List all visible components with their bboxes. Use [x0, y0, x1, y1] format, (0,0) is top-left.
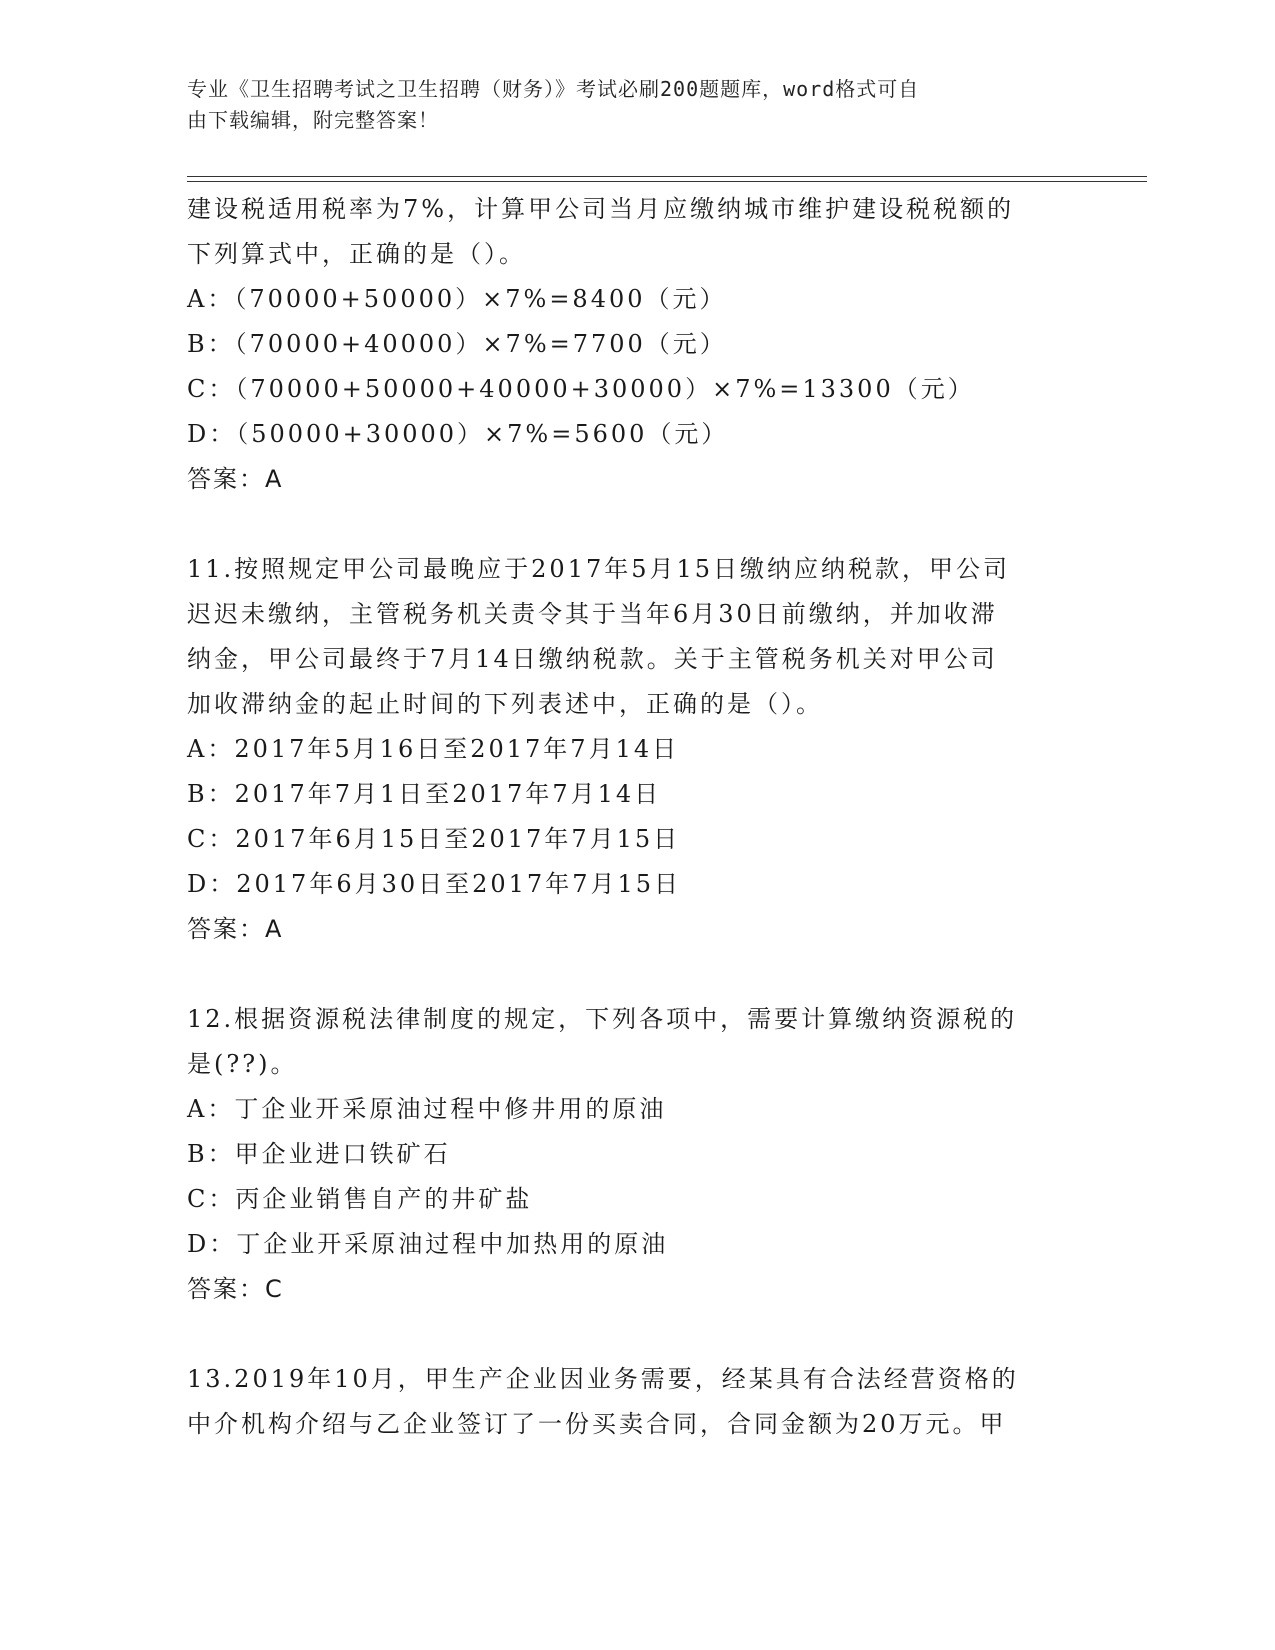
document-body	[187, 187, 1087, 1447]
option-d: D：2017年6月30日至2017年7月15日	[187, 870, 682, 898]
question-text-line: 11.按照规定甲公司最晚应于2017年5月15日缴纳应纳税款，甲公司	[187, 555, 1011, 583]
header-divider-bottom	[187, 181, 1147, 182]
spacer	[187, 1312, 1087, 1357]
option-b: B：（70000+40000）×7%=7700（元）	[187, 330, 727, 358]
answer-line: 答案：A	[187, 465, 284, 493]
question-text-line: 12.根据资源税法律制度的规定，下列各项中，需要计算缴纳资源税的	[187, 1005, 1018, 1033]
question-12	[187, 997, 1087, 1312]
question-text-line: 加收滞纳金的起止时间的下列表述中，正确的是（）。	[187, 690, 823, 718]
question-10	[187, 187, 1087, 502]
spacer	[187, 502, 1087, 547]
option-a: A：丁企业开采原油过程中修井用的原油	[187, 1095, 667, 1123]
option-d: D：（50000+30000）×7%=5600（元）	[187, 420, 729, 448]
question-text-line: 13.2019年10月，甲生产企业因业务需要，经某具有合法经营资格的	[187, 1365, 1019, 1393]
option-c: C：2017年6月15日至2017年7月15日	[187, 825, 681, 853]
question-text-line: 建设税适用税率为7%，计算甲公司当月应缴纳城市维护建设税税额的	[187, 195, 1015, 223]
option-c: C：丙企业销售自产的井矿盐	[187, 1185, 533, 1213]
answer-line: 答案：C	[187, 1275, 284, 1303]
question-text-line: 迟迟未缴纳，主管税务机关责令其于当年6月30日前缴纳，并加收滞	[187, 600, 998, 628]
option-a: A：2017年5月16日至2017年7月14日	[187, 735, 680, 763]
spacer	[187, 952, 1087, 997]
header-divider-top	[187, 176, 1147, 177]
answer-line: 答案：A	[187, 915, 284, 943]
header-line-1: 专业《卫生招聘考试之卫生招聘（财务）》考试必刷200题题库，word格式可自	[187, 77, 920, 101]
option-b: B：2017年7月1日至2017年7月14日	[187, 780, 662, 808]
option-a: A：（70000+50000）×7%=8400（元）	[187, 285, 727, 313]
question-text-line: 中介机构介绍与乙企业签订了一份买卖合同，合同金额为20万元。甲	[187, 1410, 1007, 1438]
question-text-line: 纳金，甲公司最终于7月14日缴纳税款。关于主管税务机关对甲公司	[187, 645, 998, 673]
question-13	[187, 1357, 1087, 1447]
question-11	[187, 547, 1087, 952]
question-text-line: 是(??)。	[187, 1050, 298, 1078]
option-d: D：丁企业开采原油过程中加热用的原油	[187, 1230, 669, 1258]
question-text-line: 下列算式中，正确的是（）。	[187, 240, 526, 268]
option-b: B：甲企业进口铁矿石	[187, 1140, 451, 1168]
document-header	[187, 74, 1067, 136]
option-c: C：（70000+50000+40000+30000）×7%=13300（元）	[187, 375, 975, 403]
header-line-2: 由下载编辑，附完整答案！	[187, 108, 439, 132]
